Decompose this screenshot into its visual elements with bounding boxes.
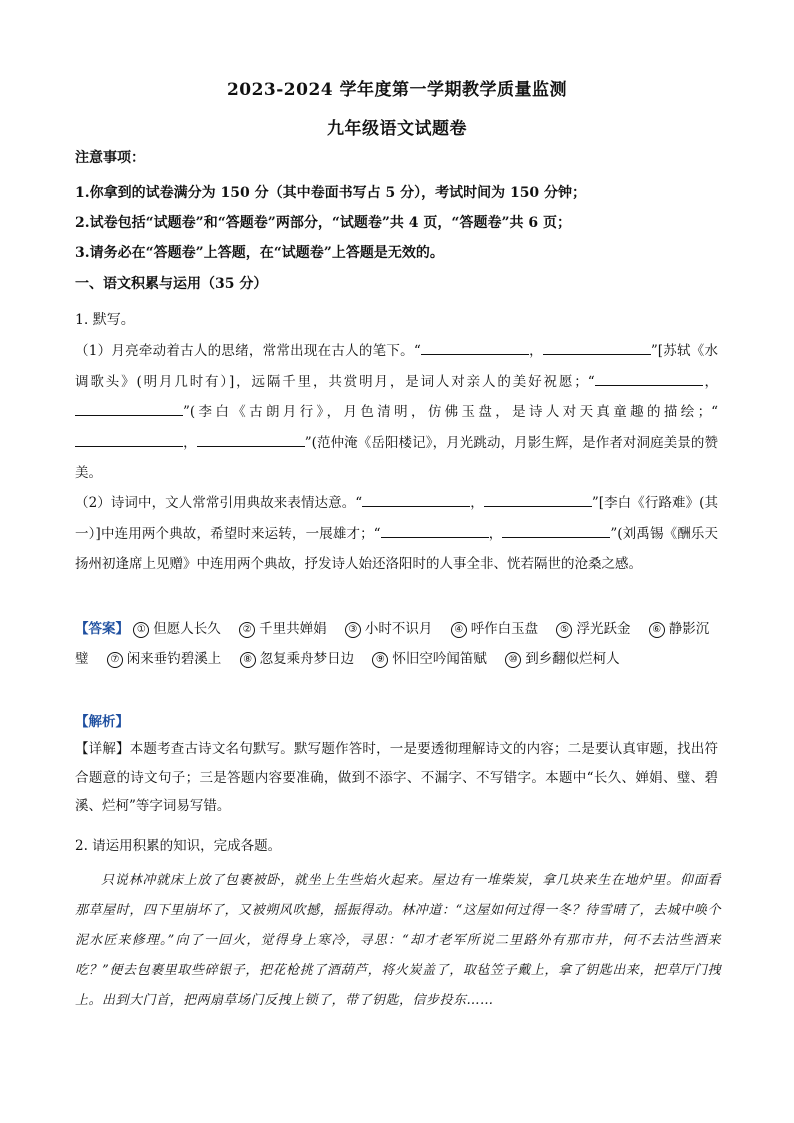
fill-blank-6[interactable] <box>197 432 305 447</box>
detail-text: 本题考查古诗文名句默写。默写题作答时，一是要透彻理解诗文的内容；二是要认真审题，找出符合题意的诗文句子；三是答题内容要准确，做到不添字、不漏字、不写错字。本题中“长久、婵娟、璧、碧溪、烂柯”等字词易写错。 <box>75 741 719 814</box>
answer-number: ⑦ <box>107 652 123 668</box>
answer-text: 闲来垂钓碧溪上 <box>126 651 222 667</box>
q1p1-text-c: ”[苏轼《水调歌头》(明月几时有）]，远隔千里，共赏明月，是词人对亲人的美好祝愿；“ <box>75 343 719 390</box>
question-1-stem: 1. 默写。 <box>75 312 135 328</box>
fill-blank-9[interactable] <box>381 523 489 538</box>
q1p1-text-b: ， <box>528 343 543 359</box>
q1p1-text-a: （1）月亮牵动着古人的思绪，常常出现在古人的笔下。“ <box>75 343 421 359</box>
analysis-label <box>75 710 129 730</box>
note-item-1: 1.你拿到的试卷满分为 150 分（其中卷面书写占 5 分），考试时间为 150 分钟； <box>75 185 587 201</box>
q1p1-text-d: ， <box>702 373 719 390</box>
answer-number: ⑤ <box>556 622 572 638</box>
fill-blank-3[interactable] <box>595 371 703 386</box>
answer-number: ② <box>239 622 255 638</box>
q1p1-text-g: ”(范仲淹《岳阳楼记》，月光跳动，月影生辉，是作者对洞庭美景的赞美。 <box>75 434 719 481</box>
answer-item <box>235 651 354 667</box>
answer-number: ① <box>133 622 149 638</box>
question-1-part-1 <box>75 336 718 489</box>
exam-subtitle: 九年级语文试题卷 <box>327 119 467 139</box>
reading-passage: 只说林冲就床上放了包裹被卧，就坐上生些焰火起来。屋边有一堆柴炭，拿几块来生在地炉里。仰面看那草屋时，四下里崩坏了，又被朔风吹撼，摇振得动。林冲道：“这屋如何过得一冬？待雪晴了，去城中唤个泥水匠来修理。”向了一回火，觉得身上寒冷，寻思：“却才老军所说二里路外有那市井，何不去沽些酒来吃？”便去包裹里取些碎银子，把花枪挑了酒葫芦，将火炭盖了，取毡笠子戴上，拿了钥匙出来，把草厅门拽上。出到大门首，把两扇草场门反拽上锁了，带了钥匙，信步投东…… <box>75 873 721 1008</box>
answer-text: 呼作白玉盘 <box>470 621 539 637</box>
answer-text: 怀旧空吟闻笛赋 <box>392 651 487 667</box>
answer-text: 千里共婵娟 <box>259 621 327 637</box>
q1p1-text-e: ”(李白《古朗月行》，月色清明，仿佛玉盘，是诗人对天真童趣的描绘；“ <box>183 404 718 420</box>
answer-text: 到乡翻似烂柯人 <box>525 651 620 667</box>
answer-item <box>501 651 620 667</box>
answer-list <box>75 621 709 667</box>
q1p2-text-a: （2）诗词中，文人常常引用典故来表情达意。“ <box>75 495 363 511</box>
question-2-stem: 2. 请运用积累的知识，完成各题。 <box>75 838 282 854</box>
detail-paragraph <box>75 735 718 821</box>
q1p2-text-e: ”(刘禹锡《酬乐天扬州初逢席上见赠》中连用两个典故，抒发诗人始还洛阳时的人事全非、恍若隔世的沧桑之感。 <box>75 525 719 572</box>
answer-text: 浮光跃金 <box>576 621 631 637</box>
answer-label: 【答案】 <box>75 621 129 637</box>
fill-blank-2[interactable] <box>543 340 651 355</box>
answer-number: ⑥ <box>649 622 665 638</box>
fill-blank-8[interactable] <box>484 492 592 507</box>
fill-blank-4[interactable] <box>75 401 183 416</box>
note-item-2: 2.试卷包括“试题卷”和“答题卷”两部分，“试题卷”共 4 页，“答题卷”共 6 页； <box>75 215 572 231</box>
q1p2-text-c: ”[李白《行路难》(其一）]中连用两个典故，希望时来运转，一展雄才；“ <box>75 495 718 542</box>
answer-item <box>552 621 630 637</box>
fill-blank-1[interactable] <box>421 340 529 355</box>
answer-text: 小时不识月 <box>364 621 433 637</box>
answer-number: ⑩ <box>505 652 521 668</box>
analysis-label-text: 【解析】 <box>75 714 129 730</box>
notes-heading: 注意事项： <box>75 150 145 166</box>
answer-item <box>446 621 538 637</box>
section-title: 一、语文积累与运用（35 分） <box>75 276 268 292</box>
answer-item <box>133 621 221 637</box>
answer-item <box>235 621 327 637</box>
q1p2-text-d: ， <box>488 525 503 542</box>
answer-item <box>103 651 222 667</box>
answer-number: ⑧ <box>240 652 256 668</box>
note-item-3: 3.请务必在“答题卷”上答题，在“试题卷”上答题是无效的。 <box>75 245 444 261</box>
answer-block <box>75 614 723 674</box>
q1p2-text-b: ， <box>470 495 484 511</box>
exam-title: 2023-2024 学年度第一学期教学质量监测 <box>226 80 568 100</box>
answer-number: ③ <box>345 622 361 638</box>
question-1-part-2 <box>75 488 718 580</box>
answer-item <box>368 651 487 667</box>
answer-item <box>341 621 433 637</box>
answer-number: ④ <box>451 622 467 638</box>
fill-blank-10[interactable] <box>502 523 610 538</box>
q1p1-text-f: ， <box>183 434 197 451</box>
detail-label: 【详解】 <box>75 741 130 757</box>
fill-blank-7[interactable] <box>362 492 470 507</box>
answer-text: 忽复乘舟梦日边 <box>259 651 355 667</box>
answer-number: ⑨ <box>372 652 388 668</box>
answer-text: 但愿人长久 <box>153 621 221 637</box>
fill-blank-5[interactable] <box>75 432 183 447</box>
answer-text: 静影沉璧 <box>75 621 710 667</box>
